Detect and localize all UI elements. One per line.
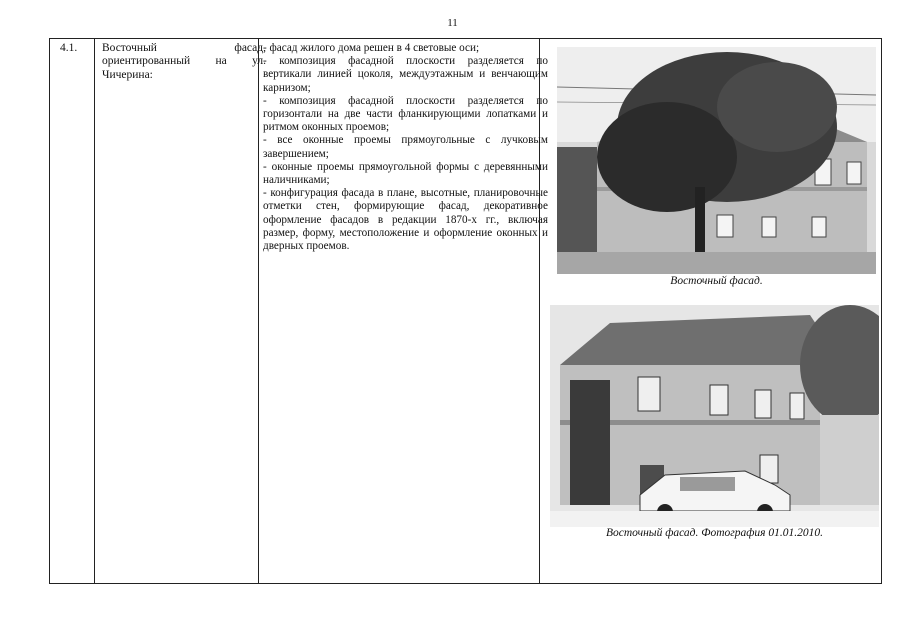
page-number: 11 xyxy=(447,17,458,29)
east-facade-photo-2010 xyxy=(550,305,879,527)
list-item: - композиция фасадной плоскости разделяется по горизонтали на две части фланкирующими лопатками и ритмом оконных проемов; xyxy=(263,94,548,134)
column-divider xyxy=(94,39,95,583)
monument-table xyxy=(49,38,882,584)
photo-caption: Восточный фасад. xyxy=(670,275,763,287)
list-item: - фасад жилого дома решен в 4 световые оси; xyxy=(263,42,480,54)
protection-subject-list xyxy=(263,42,548,253)
element-name: Восточный фасад, ориентированный на ул. Чичерина: xyxy=(102,42,266,81)
column-divider xyxy=(258,39,259,583)
list-item: - конфигурация фасада в плане, высотные, планировочные отметки стен, формирующие фасад, декоративное оформление фасадов в редакции 1870-х гг., включая размер, форму, местоположение и оформление оконных и дверных проемов. xyxy=(263,187,548,253)
list-item: - оконные проемы прямоугольной формы с деревянными наличниками; xyxy=(263,160,548,187)
east-facade-photo xyxy=(557,47,876,274)
row-number: 4.1. xyxy=(60,42,78,54)
list-item: - композиция фасадной плоскости разделяется по вертикали линией цоколя, междуэтажным и венчающим карнизом; xyxy=(263,55,548,94)
photo-caption: Восточный фасад. Фотография 01.01.2010. xyxy=(605,527,824,539)
list-item: - все оконные проемы прямоугольные с лучковым завершением; xyxy=(263,134,548,160)
